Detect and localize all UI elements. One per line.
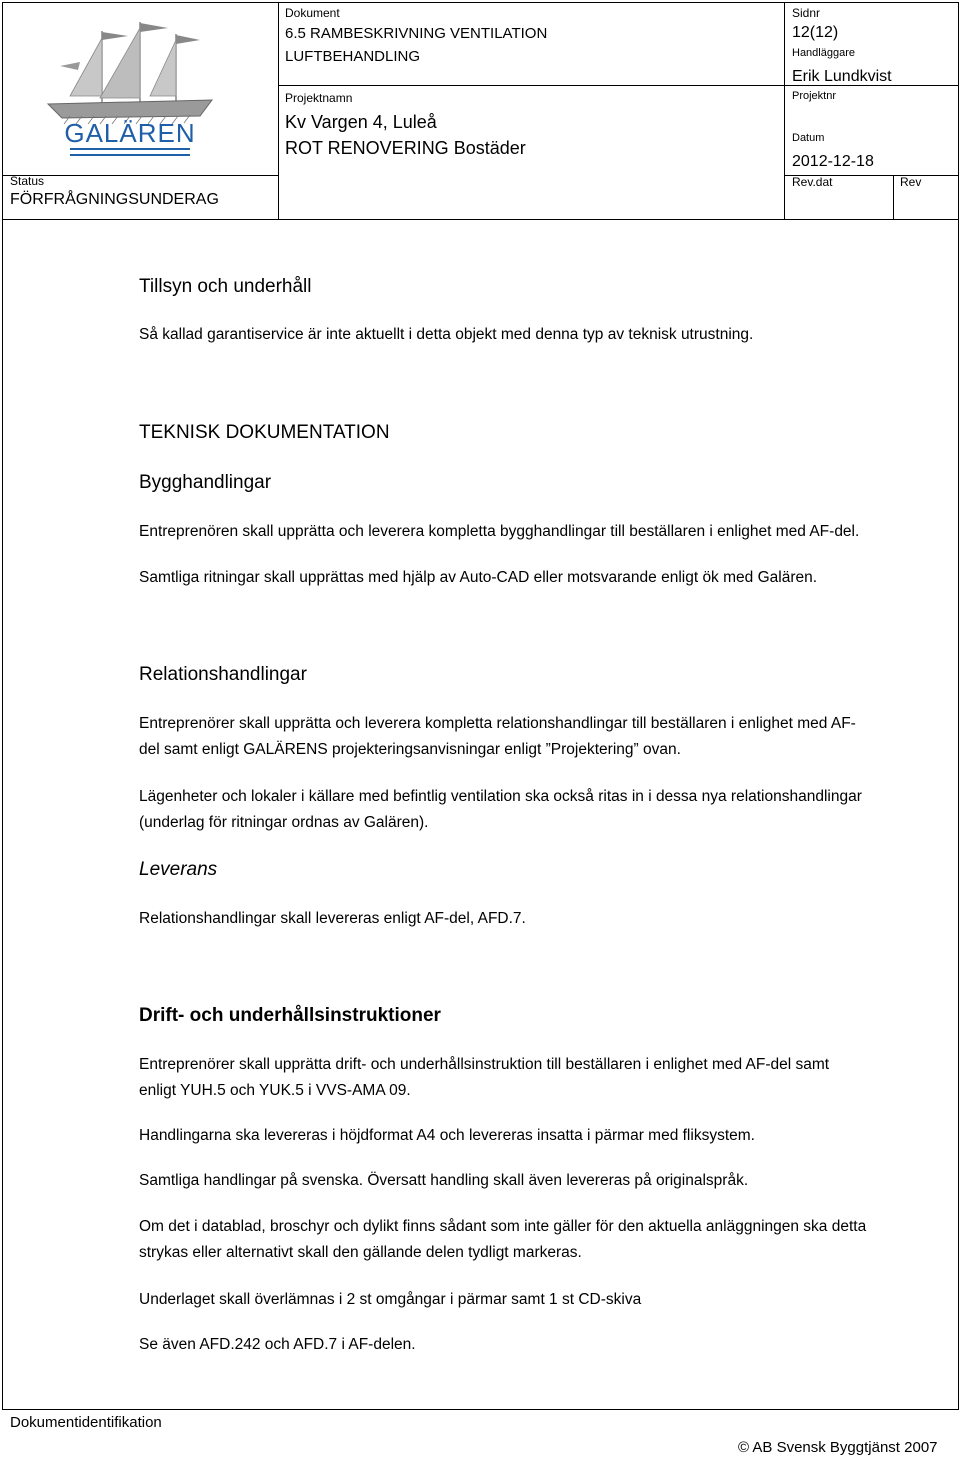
rev-label: Rev [900,175,922,189]
paragraph-drift-2: Handlingarna ska levereras i höjdformat A4 och levereras insatta i pärmar med fliksystem. [139,1127,755,1144]
paragraph-drift-5: Underlaget skall överlämnas i 2 st omgångar i pärmar samt 1 st CD-skiva [139,1291,642,1308]
paragraph-relation-2-line2: (underlag för ritningar ordnas av Galären). [139,814,429,831]
dokument-line2: LUFTBEHANDLING [285,48,421,65]
heading-bygghandlingar: Bygghandlingar [139,472,272,493]
divider [278,85,784,86]
dokument-label: Dokument [285,6,340,20]
paragraph-tillsyn: Så kallad garantiservice är inte aktuellt i detta objekt med denna typ av teknisk utrustning. [139,326,754,343]
paragraph-relation-1-line1: Entreprenörer skall upprätta och leverera kompletta relationshandlingar till beställaren i enlighet med AF- [139,715,856,732]
paragraph-drift-1-line1: Entreprenörer skall upprätta drift- och underhållsinstruktion till beställaren i enlighet med AF-del samt [139,1056,830,1073]
handlaggare-value: Erik Lundkvist [792,68,892,85]
paragraph-bygg-2: Samtliga ritningar skall upprättas med hjälp av Auto-CAD eller motsvarande enligt ök med Galären. [139,569,818,586]
galaren-logo [40,16,220,156]
divider [893,175,894,219]
datum-value: 2012-12-18 [792,153,874,170]
paragraph-bygg-1: Entreprenören skall upprätta och leverera kompletta bygghandlingar till beställaren i enlighet med AF-del. [139,523,860,540]
paragraph-drift-1-line2: enligt YUH.5 och YUK.5 i VVS-AMA 09. [139,1082,411,1099]
paragraph-drift-4-line2: strykas eller alternativt skall den gällande delen tydligt markeras. [139,1244,582,1261]
status-value: FÖRFRÅGNINGSUNDERAG [10,191,219,208]
heading-leverans: Leverans [139,859,218,880]
paragraph-drift-4-line1: Om det i datablad, broschyr och dylikt finns sådant som inte gäller för den aktuella anläggningen ska detta [139,1218,867,1235]
divider [3,175,278,176]
revdat-label: Rev.dat [792,175,833,189]
copyright-text: © AB Svensk Byggtjänst 2007 [738,1439,938,1456]
handlaggare-label: Handläggare [792,47,855,59]
paragraph-drift-3: Samtliga handlingar på svenska. Översatt handling skall även levereras på originalspråk. [139,1172,749,1189]
document-id-label: Dokumentidentifikation [10,1414,162,1431]
heading-tillsyn: Tillsyn och underhåll [139,276,312,297]
logo-wordmark: GALÄREN [64,118,196,148]
datum-label: Datum [792,132,825,144]
status-label: Status [10,174,45,188]
paragraph-relation-1-line2: del samt enligt GALÄRENS projekteringsanvisningar enligt ”Projektering” ovan. [139,741,681,758]
divider [278,3,279,219]
paragraph-drift-6: Se även AFD.242 och AFD.7 i AF-delen. [139,1336,416,1353]
heading-drift-underhall: Drift- och underhållsinstruktioner [139,1005,441,1026]
dokument-line1: 6.5 RAMBESKRIVNING VENTILATION [285,25,548,42]
heading-relationshandlingar: Relationshandlingar [139,664,307,685]
heading-teknisk-dokumentation: TEKNISK DOKUMENTATION [139,422,390,443]
projektnamn-line2: ROT RENOVERING Bostäder [285,138,526,158]
projektnamn-line1: Kv Vargen 4, Luleå [285,112,437,132]
sidnr-value: 12(12) [792,24,839,41]
paragraph-leverans: Relationshandlingar skall levereras enligt AF-del, AFD.7. [139,910,526,927]
divider [784,3,785,219]
sidnr-label: Sidnr [792,6,821,20]
projektnamn-label: Projektnamn [285,91,353,105]
logo-waves [70,148,190,156]
paragraph-relation-2-line1: Lägenheter och lokaler i källare med befintlig ventilation ska också ritas in i dessa nya relationshandlingar [139,788,862,805]
projektnr-label: Projektnr [792,90,837,102]
